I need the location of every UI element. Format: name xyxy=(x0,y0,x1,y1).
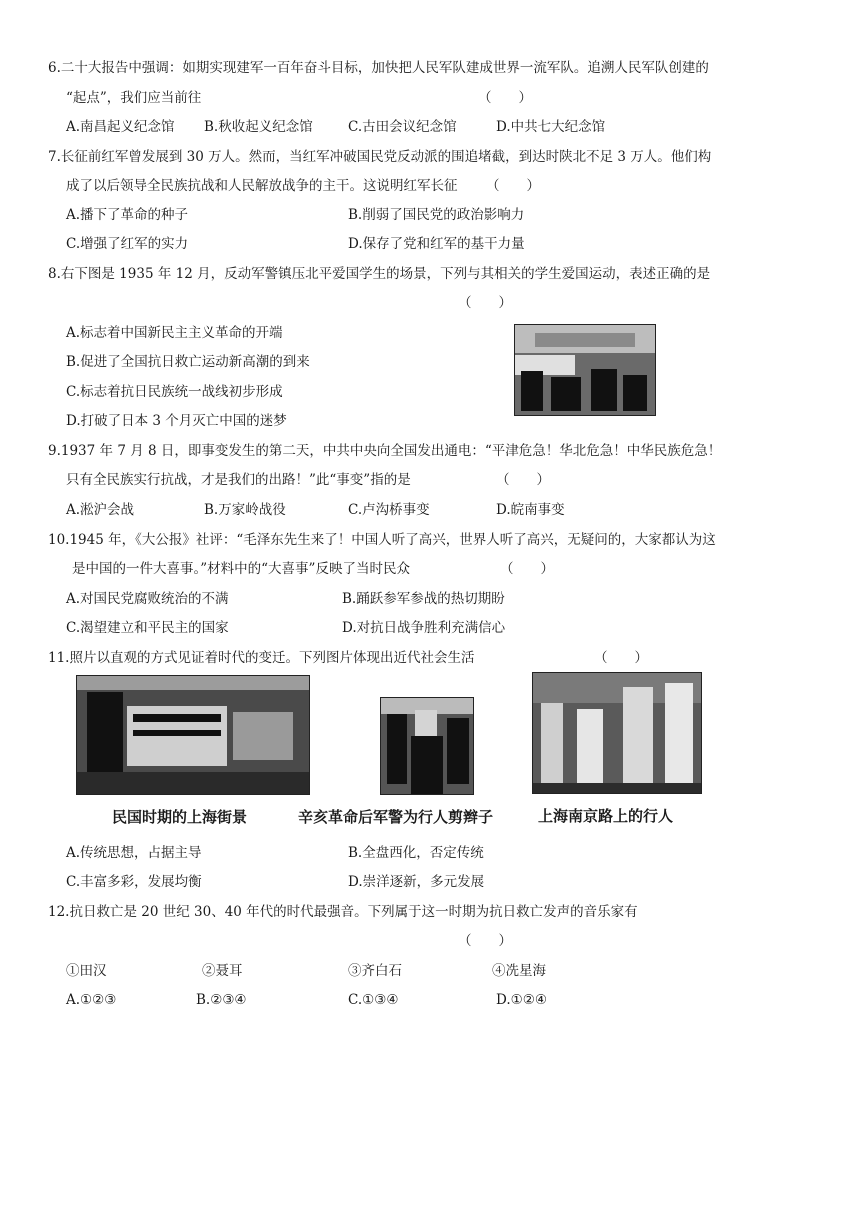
q10-option-c: C.渴望建立和平民主的国家 xyxy=(66,620,229,636)
q12-item-4: ④冼星海 xyxy=(492,963,546,979)
q8-option-b: B.促进了全国抗日救亡运动新高潮的到来 xyxy=(66,354,310,370)
q10-option-b: B.踊跃参军参战的热切期盼 xyxy=(342,591,505,607)
q10-stem-line-2: 是中国的一件大喜事。”材料中的“大喜事”反映了当时民众 xyxy=(72,561,410,577)
q6-option-d: D.中共七大纪念馆 xyxy=(496,119,606,135)
q6-option-c: C.古田会议纪念馆 xyxy=(348,119,457,135)
q12-option-a: A.①②③ xyxy=(66,992,117,1008)
q12-stem-line-1: 12.抗日救亡是 20 世纪 30、40 年代的时代最强音。下列属于这一时期为抗日救亡发声的音乐家有 xyxy=(48,904,638,920)
q12-option-b: B.②③④ xyxy=(196,992,247,1008)
q7-answer-paren: （ ） xyxy=(486,178,540,194)
q12-option-c: C.①③④ xyxy=(348,992,399,1008)
q6-stem-line-1: 6.二十大报告中强调：如期实现建军一百年奋斗目标，加快把人民军队建成世界一流军队。追溯人民军队创建的 xyxy=(48,60,709,76)
q10-option-d: D.对抗日战争胜利充满信心 xyxy=(342,620,506,636)
q11-photo-queue-cutting xyxy=(380,697,474,795)
q8-photo-student-protest xyxy=(514,324,656,416)
q11-photo-shanghai-street xyxy=(76,675,310,795)
q11-photo-nanjing-road xyxy=(532,672,702,794)
q8-answer-paren: （ ） xyxy=(458,295,512,311)
q12-item-3: ③齐白石 xyxy=(348,963,402,979)
q11-option-d: D.崇洋逐新，多元发展 xyxy=(348,874,485,890)
q9-option-a: A.淞沪会战 xyxy=(66,502,135,518)
q9-stem-line-1: 9.1937 年 7 月 8 日，即事变发生的第二天，中共中央向全国发出通电：“平津危急！华北危急！中华民族危急！ xyxy=(48,443,722,459)
q9-answer-paren: （ ） xyxy=(496,472,550,488)
q11-stem-line-1: 11.照片以直观的方式见证着时代的变迁。下列图片体现出近代社会生活 xyxy=(48,650,475,666)
q8-option-d: D.打破了日本 3 个月灭亡中国的迷梦 xyxy=(66,413,287,429)
q10-stem-line-1: 10.1945 年，《大公报》社评：“毛泽东先生来了！中国人听了高兴，世界人听了高兴，无疑问的，大家都认为这 xyxy=(48,532,716,548)
q11-answer-paren: （ ） xyxy=(594,650,648,666)
q8-option-a: A.标志着中国新民主主义革命的开端 xyxy=(66,325,283,341)
q12-option-d: D.①②④ xyxy=(496,992,547,1008)
q11-option-b: B.全盘西化，否定传统 xyxy=(348,845,484,861)
q9-option-d: D.皖南事变 xyxy=(496,502,565,518)
q8-option-c: C.标志着抗日民族统一战线初步形成 xyxy=(66,384,283,400)
q12-answer-paren: （ ） xyxy=(458,933,512,949)
q7-option-b: B.削弱了国民党的政治影响力 xyxy=(348,207,525,223)
q6-option-a: A.南昌起义纪念馆 xyxy=(66,119,175,135)
q9-stem-line-2: 只有全民族实行抗战，才是我们的出路！”此“事变”指的是 xyxy=(66,472,411,488)
q11-caption-2: 辛亥革命后军警为行人剪辫子 xyxy=(298,808,494,826)
q9-option-b: B.万家岭战役 xyxy=(204,502,286,518)
q11-option-a: A.传统思想，占据主导 xyxy=(66,845,202,861)
q7-option-c: C.增强了红军的实力 xyxy=(66,236,189,252)
q8-stem-line-1: 8.右下图是 1935 年 12 月，反动军警镇压北平爱国学生的场景，下列与其相关的学生爱国运动，表述正确的是 xyxy=(48,266,711,282)
q12-item-2: ②聂耳 xyxy=(202,963,243,979)
q10-answer-paren: （ ） xyxy=(500,561,554,577)
q11-option-c: C.丰富多彩，发展均衡 xyxy=(66,874,202,890)
q7-option-d: D.保存了党和红军的基干力量 xyxy=(348,236,525,252)
q7-option-a: A.播下了革命的种子 xyxy=(66,207,189,223)
q12-item-1: ①田汉 xyxy=(66,963,107,979)
q6-stem-line-2: “起点”，我们应当前往 xyxy=(66,90,202,106)
q7-stem-line-1: 7.长征前红军曾发展到 30 万人。然而，当红军冲破国民党反动派的围追堵截，到达时陕北不足 3 万人。他们构 xyxy=(48,149,712,165)
q6-answer-paren: （ ） xyxy=(478,90,532,106)
q11-caption-1: 民国时期的上海街景 xyxy=(112,808,248,826)
q11-caption-3: 上海南京路上的行人 xyxy=(538,807,674,825)
q7-stem-line-2: 成了以后领导全民族抗战和人民解放战争的主干。这说明红军长征 xyxy=(66,178,458,194)
q9-option-c: C.卢沟桥事变 xyxy=(348,502,430,518)
q10-option-a: A.对国民党腐败统治的不满 xyxy=(66,591,229,607)
q6-option-b: B.秋收起义纪念馆 xyxy=(204,119,313,135)
